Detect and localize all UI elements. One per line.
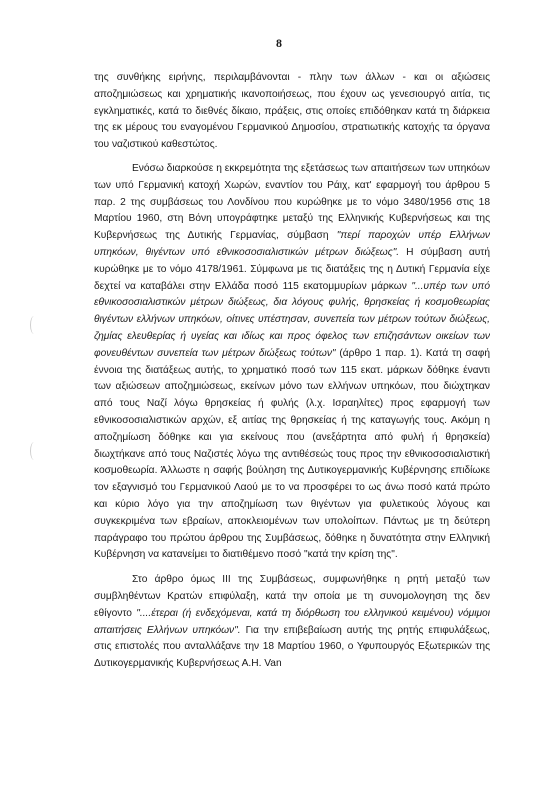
margin-mark — [30, 316, 38, 334]
text-segment: Η σύμβαση αυτή κυρώθηκε με το νόμο 4178/1961. Σύμφωνα με τις διατάξεις της η Δυτική Γερμανία είχε δεχτεί να καταβάλει στην Ελλάδα ποσό 115 εκατομμυρίων μάρκων — [94, 246, 490, 292]
text-segment: της συνθήκης ειρήνης, περιλαμβάνονται - πλην των άλλων - και οι αξιώσεις αποζημιώσεως και χρηματικής ικανοποιήσεως, που έχουν ως γενεσιουργό αιτία, τις εγκληματικές, κατά το διεθνές δίκαιο, πράξεις, στις οποίες επιδόθηκαν κατά τη διάρκεια της εκ μέρους του εναγομένου Γερμανικού Δημοσίου, στρατιωτικής κατοχής τα όργανα του ναζιστικού καθεστώτος. — [94, 72, 490, 151]
text-segment: (άρθρο 1 παρ. 1). Κατά τη σαφή έννοια της διατάξεως αυτής, το χρηματικό ποσό των 115 εκατ. μάρκων δόθηκε έναντι των αξιώσεων αποζημιώσεως, εκείνων μόνο των ελλήνων υπηκόων, που διώχτηκαν από τους Ναζί λόγω θρησκείας ή φυλής (λ.χ. Ισραηλίτες) προς εφαρμογή των εθνικοσοσιαλιστικών αρχών, εξ αιτίας της θρησκείας ή της καταγωγής τους. Ακόμη η αποζημίωση δόθηκε και για εκείνους που (ανεξάρτητα από φυλή ή θρησκεία) διωχτήκανε από τους Ναζιστές λόγω της αντιθέσεώς τους προς την εθνικοσοσιαλιστική κοσμοθεωρία. — [94, 347, 490, 477]
text-segment: Για την επιβεβαίωση αυτής της ρητής επιφυλάξεως, στις επιστολές που ανταλλάξανε την 18 Μαρτίου 1960, ο Υφυπουργός Εξωτερικών της Δυτικογερμανικής Κυβερνήσεως Α.Η. Van — [94, 624, 491, 670]
text-segment: Άλλωστε η σαφής βούληση της Δυτικογερμανικής Κυβέρνησης επιδίωκε τον εξαγνισμό του Γερμανικού Λαού με το να προσφέρει το ως άνω ποσό κατά πρώτο και κύριο λόγο για την αποζημίωση των θιγέντων για φυλετικούς λόγους και συγκεκριμένα των εβραίων, αποκλειομένων των υπολοίπων. — [94, 465, 490, 527]
paragraph-2 — [94, 161, 490, 564]
text-segment: Πάντως με τη δεύτερη παράγραφο του πρώτου άρθρου της Συμβάσεως, δόθηκε η δυνατότητα στην Ελληνική Κυβέρνηση να κατανείμει το διατιθέμενο ποσό "κατά την κρίση της". — [94, 515, 490, 561]
text-segment: Στο άρθρο όμως ΙΙΙ της Συμβάσεως, συμφωνήθηκε η ρητή μεταξύ των συμβληθέντων Κρατών επιφύλαξη, κατά την οποία με τη συνομολογηση της δεν εθίγοντο — [94, 574, 490, 619]
paragraph-1 — [94, 70, 490, 154]
paragraph-3 — [94, 572, 490, 673]
text-segment-italic: "....έτεραι (ή ενδεχόμεναι, κατά τη διόρθωση του ελληνικού κειμένου) νόμιμοι απαιτήσεις Ελλήνων υπηκόων". — [94, 607, 490, 636]
page-number: 8 — [276, 36, 282, 50]
text-segment-italic: "περί παροχών υπέρ Ελλήνων υπηκόων, θιγέντων υπό εθνικοσοσιαλιστικών μέτρων διώξεως". — [94, 230, 490, 258]
text-segment-italic: "...υπέρ των υπό εθνικοσοσιαλιστικών μέτρων διώξεως, δια λόγους φυλής, θρησκείας ή κοσμοθεωρίας θιγέντων ελλήνων υπηκόων, οίτινες υπέστησαν, συνεπεία των μέτρων τούτων διώξεως, ζημίας ελευθερίας ή υγείας και ιδίως και προς όφελος των επιζησάντων οικείων των φονευθέντων συνεπεία των μέτρων διώξεως τούτων" — [94, 280, 490, 359]
document-body — [94, 70, 490, 673]
text-segment: Ενόσω διαρκούσε η εκκρεμότητα της εξετάσεως των απαιτήσεων των υπηκόων των υπό Γερμανική κατοχή Χωρών, εναντίον του Ράιχ, κατ' εφαρμογή του άρθρου 5 παρ. 2 της συμβάσεως του Λονδίνου που κυρώθηκε με το νόμο 3480/1956 στις 18 Μαρτίου 1960, στη Βόνη υπογράφτηκε μεταξύ της Ελληνικής Κυβερνήσεως και της Κυβερνήσεως της Δυτικής Γερμανίας, σύμβαση — [94, 162, 490, 242]
margin-mark — [30, 442, 38, 460]
